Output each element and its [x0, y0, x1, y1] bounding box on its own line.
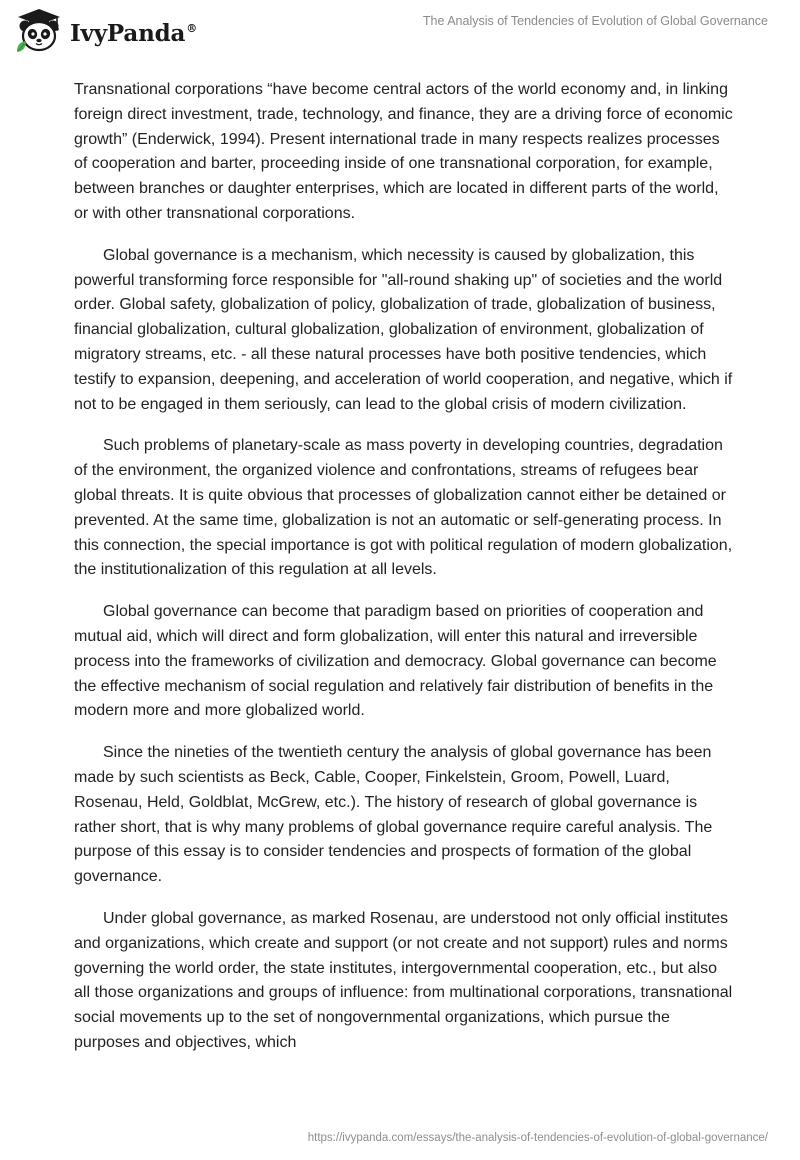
essay-body — [74, 78, 734, 1073]
paragraph: Global governance can become that paradigm based on priorities of cooperation and mutual aid, which will direct and form globalization, will enter this natural and irreversible process into the frameworks of civilization and democracy. Global governance can become the effective mechanism of social regulation and relatively fair distribution of benefits in the modern more and more globalized world. — [74, 603, 717, 720]
logo-wordmark — [70, 20, 197, 47]
paragraph: Since the nineties of the twentieth century the analysis of global governance has been made by such scientists as Beck, Cable, Cooper, Finkelstein, Groom, Powell, Luard, Rosenau, Held, Goldblat, McGrew, etc.). The history of research of global governance is rather short, that is why many problems of global governance require careful analysis. The purpose of this essay is to consider tendencies and prospects of formation of the global governance. — [74, 744, 713, 886]
paragraph: Such problems of planetary-scale as mass poverty in developing countries, degradation of the environment, the organized violence and confrontations, streams of refugees bear global threats. It is quite obvious that processes of globalization cannot either be detained or prevented. At the same time, globalization is not an automatic or self-generating process. In this connection, the special importance is got with political regulation of modern globalization, the institutionalization of this regulation at all levels. — [74, 437, 733, 579]
source-url[interactable]: https://ivypanda.com/essays/the-analysis-of-tendencies-of-evolution-of-global-governance/ — [307, 1132, 768, 1144]
paragraph: Under global governance, as marked Rosenau, are understood not only official institutes and organizations, which create and support (or not create and not support) rules and norms governing the world order, the state institutes, intergovernmental cooperation, etc., but also all those organizations and groups of influence: from multinational corporations, transnational social movements up to the set of nongovernmental organizations, which pursue the purposes and objectives, which — [74, 909, 733, 1051]
paragraph: Global governance is a mechanism, which necessity is caused by globalization, this powerful transforming force responsible for "all-round shaking up" of societies and the world order. Global safety, globalization of policy, globalization of trade, globalization of business, financial globalization, cultural globalization, globalization of environment, globalization of migratory streams, etc. - all these natural processes have both positive tendencies, which testify to expansion, deepening, and acceleration of world cooperation, and negative, which if not to be engaged in them seriously, can lead to the global crisis of modern civilization. — [74, 246, 733, 413]
logo-registered-mark: ® — [186, 21, 197, 35]
ivypanda-logo[interactable] — [14, 8, 197, 54]
document-title: The Analysis of Tendencies of Evolution of Global Governance — [422, 14, 768, 28]
page-header — [0, 0, 800, 64]
paragraph: Transnational corporations “have become central actors of the world economy and, in linking foreign direct investment, trade, technology, and finance, they are a driving force of economic growth” (Enderwick, 1994). Present international trade in many respects realizes processes of cooperation and barter, proceeding inside of one transnational corporation, for example, between branches or daughter enterprises, which are located in different parts of the world, or with other transnational corporations. — [74, 81, 733, 222]
logo-text: IvyPanda — [70, 19, 186, 47]
panda-logo-icon — [14, 8, 64, 54]
